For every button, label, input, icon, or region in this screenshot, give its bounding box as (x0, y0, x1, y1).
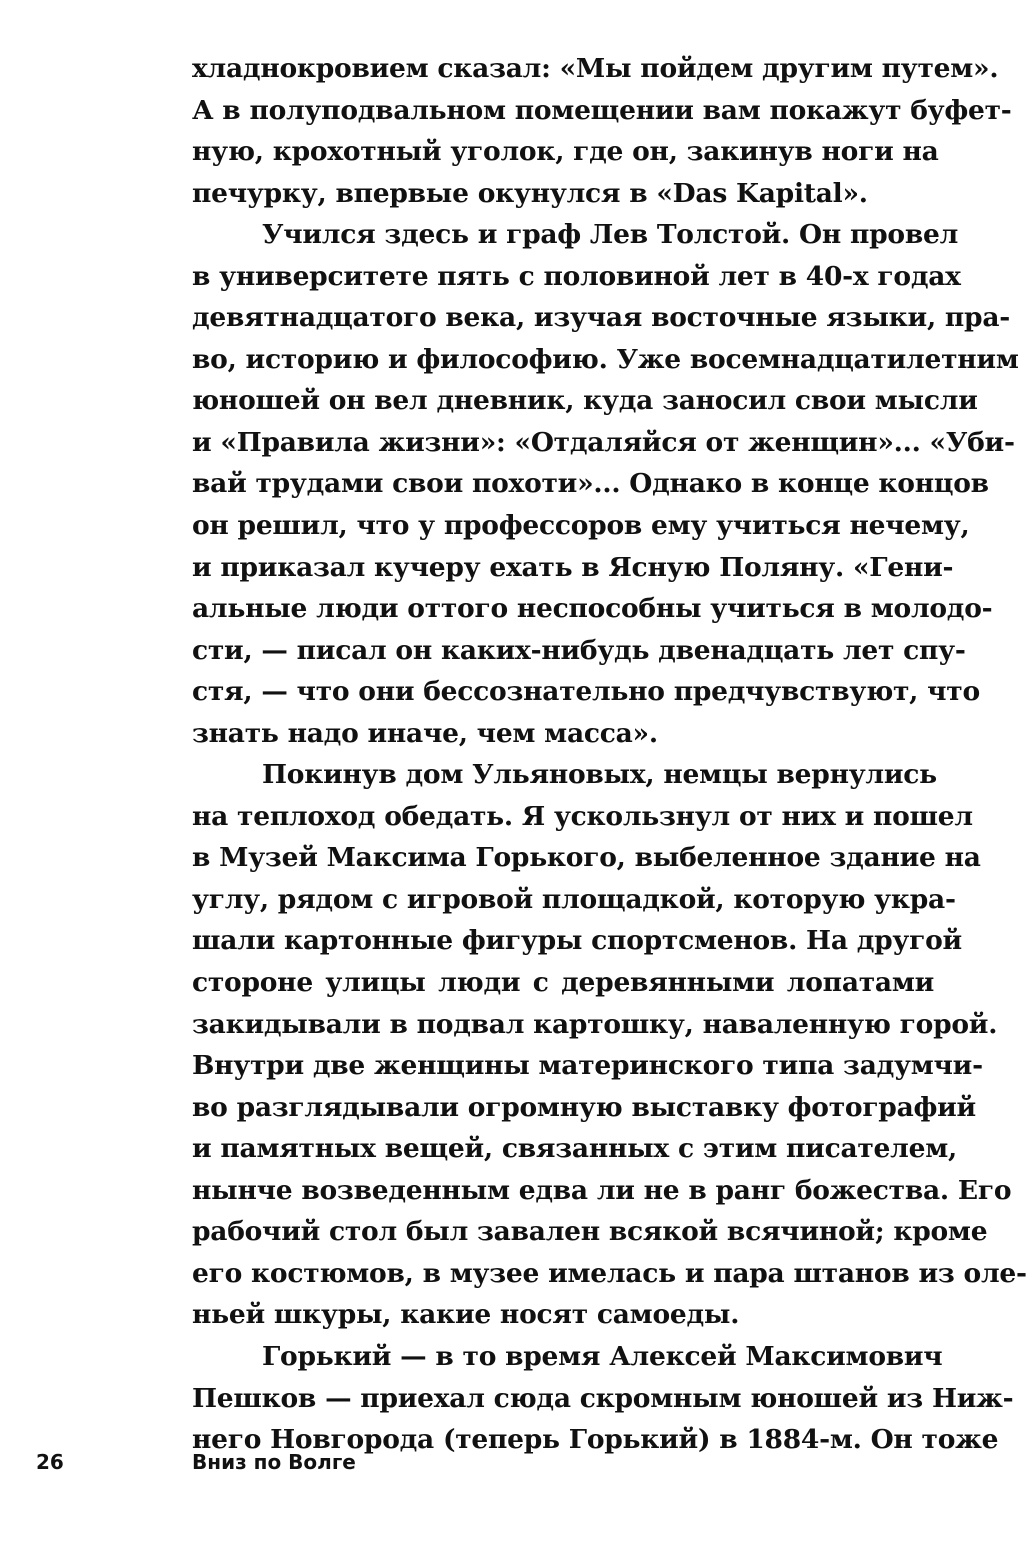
text-line: Горький — в то время Алексей Максимович (262, 1340, 943, 1372)
text-line: ньей шкуры, какие носят самоеды. (192, 1299, 740, 1331)
text-line: его костюмов, в музее имелась и пара штанов из оле- (192, 1257, 1027, 1289)
text-line: альные люди оттого неспособны учиться в молодо- (192, 593, 993, 625)
text-line: Учился здесь и граф Лев Толстой. Он провел (262, 219, 959, 251)
text-line: печурку, впервые окунулся в «Das Kapital». (192, 177, 868, 209)
page-footer (0, 1442, 1000, 1482)
text-line: Внутри две женщины материнского типа задумчи- (192, 1050, 983, 1082)
text-line: во разглядывали огромную выставку фотографий (192, 1091, 976, 1123)
text-line: рабочий стол был завален всякой всячиной; кроме (192, 1216, 988, 1248)
running-title: Вниз по Волге (192, 1450, 356, 1474)
text-line: углу, рядом с игровой площадкой, которую укра- (192, 883, 956, 915)
text-line: стороне улицы люди с деревянными лопатами (192, 967, 934, 999)
text-line: стя, — что они бессознательно предчувствуют, что (192, 676, 980, 708)
text-line: и памятных вещей, связанных с этим писателем, (192, 1133, 957, 1165)
page-number: 26 (36, 1450, 64, 1474)
text-line: ную, крохотный уголок, где он, закинув ноги на (192, 136, 939, 168)
text-line: девятнадцатого века, изучая восточные языки, пра- (192, 302, 1010, 334)
text-line: юношей он вел дневник, куда заносил свои мысли (192, 385, 978, 417)
text-line: и «Правила жизни»: «Отдаляйся от женщин»... «Уби- (192, 426, 1015, 458)
page-body-text (192, 48, 1027, 1461)
text-line: Пешков — приехал сюда скромным юношей из Ниж- (192, 1382, 1014, 1414)
text-line: вай трудами свои похоти»... Однако в конце концов (192, 468, 989, 500)
text-line: шали картонные фигуры спортсменов. На другой (192, 925, 962, 957)
text-line: он решил, что у профессоров ему учиться нечему, (192, 510, 970, 542)
text-line: сти, — писал он каких-нибудь двенадцать лет спу- (192, 634, 966, 666)
text-line: во, историю и философию. Уже восемнадцатилетним (192, 343, 1019, 375)
text-line: в университете пять с половиной лет в 40-х годах (192, 260, 961, 292)
text-line: и приказал кучеру ехать в Ясную Поляну. «Гени- (192, 551, 954, 583)
text-line: закидывали в подвал картошку, наваленную горой. (192, 1008, 998, 1040)
text-line: Покинув дом Ульяновых, немцы вернулись (262, 759, 937, 791)
text-line: него Новгорода (теперь Горький) в 1884-м. Он тоже (192, 1424, 999, 1456)
text-line: хладнокровием сказал: «Мы пойдем другим путем». (192, 53, 999, 84)
text-line: нынче возведенным едва ли не в ранг божества. Его (192, 1174, 1012, 1206)
text-line: в Музей Максима Горького, выбеленное здание на (192, 842, 981, 874)
text-line: знать надо иначе, чем масса». (192, 717, 658, 749)
text-line: на теплоход обедать. Я ускользнул от них и пошел (192, 800, 973, 832)
text-line: А в полуподвальном помещении вам покажут буфет- (192, 94, 1012, 126)
